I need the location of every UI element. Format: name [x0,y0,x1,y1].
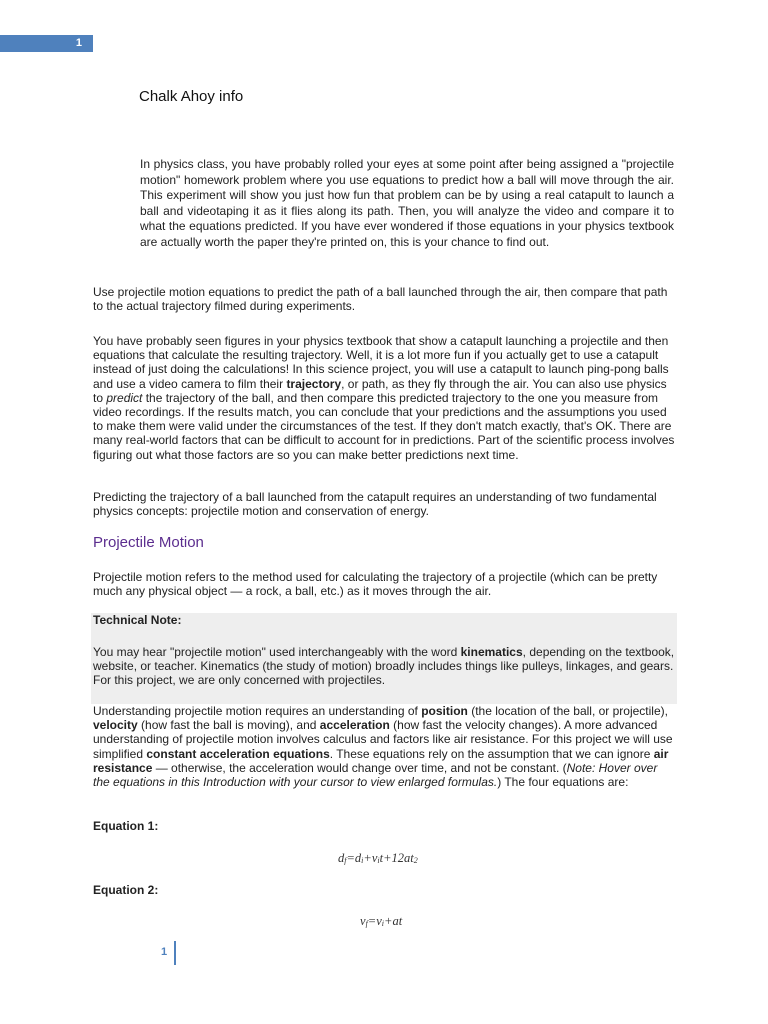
text-run: (the location of the ball, or projectile), [467,704,668,718]
eq-symbol: +at [384,914,403,928]
footer-divider [174,941,176,965]
eq-symbol: v [371,851,378,865]
objective-paragraph: Use projectile motion equations to predict the path of a ball launched through the air, then compare that path to the actual trajectory filmed during experiments. [93,285,668,314]
eq-symbol: t [379,851,384,865]
term-velocity: velocity [93,718,138,733]
eq-subscript: f [344,856,347,865]
eq-subscript: 2 [413,856,418,865]
eq-subscript: i [377,856,380,865]
hover-note: Note: Hover over the equations in this Introduction with your cursor to view enlarged formulas. [93,760,658,790]
text-run: ) The four equations are: [497,775,629,790]
document-title: Chalk Ahoy info [139,88,244,105]
concepts-paragraph: Predicting the trajectory of a ball launched from the catapult requires an understanding of two fundamental physics concepts: projectile motion and conservation of energy. [93,490,657,519]
term-acceleration: acceleration [319,718,390,733]
eq-symbol: d [354,851,362,865]
section-heading: Projectile Motion [93,534,204,551]
equation-2-label: Equation 2: [93,883,159,897]
term-trajectory: trajectory [286,376,342,391]
term-position: position [421,704,468,718]
technical-note-text [93,645,677,688]
equation-2-formula[interactable] [360,914,402,929]
emphasis-predict: predict [106,390,143,405]
text-run: . These equations rely on the assumption that we can ignore [329,746,654,761]
term-kinematics: kinematics [460,645,523,659]
term-air-resistance: air resistance [93,746,669,775]
projectile-definition-paragraph: Projectile motion refers to the method used for calculating the trajectory of a projectile (which can be pretty much any physical object — a rock, a ball, etc.) as it moves through the air. [93,570,658,599]
eq-subscript: i [361,856,364,865]
technical-note-title: Technical Note: [93,613,182,627]
eq-symbol: +12at [383,851,414,865]
text-run: You have probably seen figures in your physics textbook that show a catapult launching a projectile and then equations that calculate the resulting trajectory. Well, it is a lot more fun if you actually get to use a catapult instead of just doing the calculations! In this science project, you will use a catapult to launch ping-pong balls and use a video camera to film their [93,334,669,391]
eq-symbol: = [346,851,355,865]
text-run: , or path, as they fly through the air. You can also use physics to [93,376,667,405]
equations-intro-paragraph [93,704,677,789]
text-run: — otherwise, the acceleration would change over time, and not be constant. ( [152,760,567,775]
text-run: (how fast the ball is moving), and [137,718,320,733]
term-constant-acceleration: constant acceleration equations [146,746,330,761]
eq-symbol: = [367,914,377,928]
page-number-tab: 1 [0,35,93,52]
text-run: , depending on the textbook, website, or teacher. Kinematics (the study of motion) broadly includes things like pulleys, linkages, and gears. For this project, we are only concerned with projectiles. [93,645,675,688]
text-run: Understanding projectile motion requires an understanding of [93,704,422,718]
eq-symbol: + [363,851,372,865]
text-run: the trajectory of the ball, and then compare this predicted trajectory to the one you measure from video recordings. If the results match, you can conclude that your predictions and the assumptions you used to make them were valid under the circumstances of the test. If they don't match exactly, that's OK. There are many real-world factors that can be difficult to account for in predictions. Part of the scientific process involves figuring out what those factors are so you can make better predictions next time. [93,390,675,462]
eq-symbol: v [360,914,366,928]
eq-subscript: i [381,919,385,928]
equation-1-formula[interactable] [338,851,418,866]
eq-symbol: d [338,851,345,865]
eq-symbol: v [376,914,382,928]
background-paragraph [93,334,677,462]
footer-page-number: 1 [161,946,168,958]
text-run: (how fast the velocity changes). A more advanced understanding of projectile motion involves calculus and factors like air resistance. For this project we will use simplified [93,718,673,761]
eq-subscript: f [365,919,368,928]
intro-paragraph: In physics class, you have probably rolled your eyes at some point after being assigned a "projectile motion" homework problem where you use equations to predict how a ball will move through the air. This experiment will show you just how fun that problem can be by using a real catapult to launch a ball and videotaping it as it flies along its path. Then, you will analyze the video and compare it to what the equations predicted. If you have ever wondered if those equations in your physics textbook are actually worth the paper they're printed on, this is your chance to find out. [140,157,674,249]
equation-1-label: Equation 1: [93,819,159,833]
text-run: You may hear "projectile motion" used interchangeably with the word [93,645,461,659]
